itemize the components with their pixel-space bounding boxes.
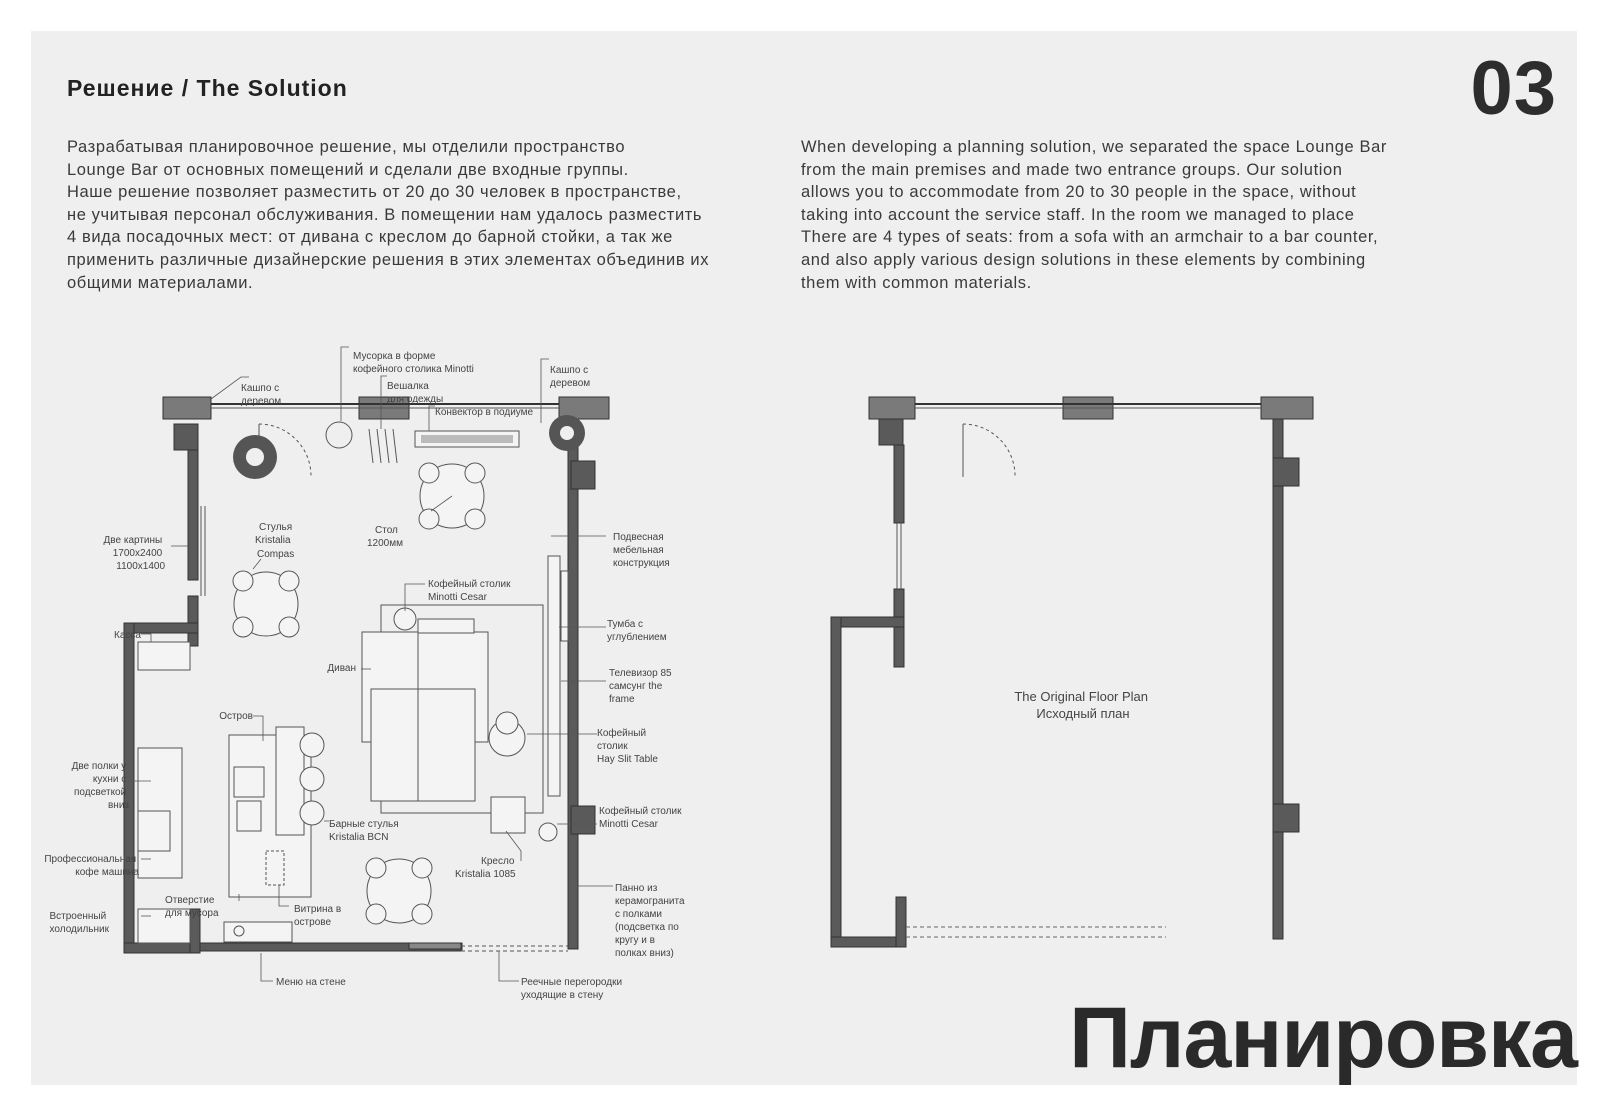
annotation-waste-hole: Отверстие для мусора (165, 895, 219, 919)
annotation-table: Стол 1200мм (367, 525, 403, 549)
page-number: 03 (1470, 46, 1557, 131)
annotation-vitrine: Витрина в острове (294, 904, 342, 928)
annotation-trash: Мусорка в форме кофейного столика Minotti (353, 351, 474, 375)
annotation-bar-stools: Барные стулья Kristalia BCN (329, 819, 399, 843)
annotation-cabinet: Тумба с углублением (607, 619, 667, 643)
annotation-partitions: Реечные перегородки уходящие в стену (521, 977, 623, 1001)
description-en: When developing a planning solution, we separated the space Lounge Bar from the main premises and made two entrance groups. Our solution allows you to accommodate from 20 to 30 people in the space, without taking into account the service staff. In the room we managed to place There are 4 types of seats: from a sofa with an armchair to a bar counter, and also apply various design solutions in these elements by combining them with common materials. (801, 138, 1387, 292)
annotation-island: Остров (219, 711, 253, 722)
annotation-menu: Меню на стене (276, 977, 346, 988)
original-floor-plan (791, 361, 1391, 981)
sheet (31, 31, 1577, 1085)
annotation-hanging-structure: Подвесная мебельная конструкция (613, 532, 670, 569)
wall-pier (163, 397, 211, 419)
annotation-convector: Конвектор в подиуме (435, 407, 534, 418)
annotation-tv: Телевизор 85 самсунг the frame (609, 668, 672, 705)
annotation-hanger: Вешалка для одежды (387, 381, 444, 405)
wall-pier (869, 397, 915, 419)
big-title: Планировка (1069, 990, 1577, 1086)
description-ru: Разрабатывая планировочное решение, мы отделили пространство Lounge Bar от основных помещений и сделали две входные группы. Наше решение позволяет разместить от 20 до 30 человек в пространстве, не учитывая персонал обслуживания. В помещении нам удалось разместить 4 вида посадочных мест: от дивана с креслом до барной стойки, а так же применить различные дизайнерские решения в этих элементах объединив их общими материалами. (67, 138, 710, 292)
annotation-shelves: Две полки у кухни с подсветкой вниз (71, 761, 129, 811)
annotation-pictures: Две картины 1700х2400 1100х1400 (103, 535, 165, 572)
wall-right (568, 419, 578, 949)
proposed-floor-plan (31, 311, 731, 1011)
annotation-panel: Панно из керамогранита с полками (подсветка по кругу и в полках вниз) (615, 883, 685, 959)
annotation-coffee-table-top: Кофейный столик Minotti Cesar (428, 579, 511, 603)
annotation-cashier: Касса (114, 630, 141, 641)
annotation-planter-right: Кашпо с деревом (550, 365, 591, 389)
annotation-armchair: Кресло Kristalia 1085 (455, 856, 516, 880)
wall-pier (1261, 397, 1313, 419)
annotation-fridge: Встроенный холодильник (49, 911, 109, 935)
original-plan-label: The Original Floor Plan Исходный план (1014, 689, 1149, 721)
annotation-coffee-table-hay: Кофейный столик Hay Slit Table (597, 728, 658, 765)
annotation-sofa: Диван (327, 663, 356, 674)
annotation-chairs: Стулья Kristalia Compas (255, 522, 295, 560)
annotation-coffee-machine: Профессиональная кофе машина (44, 854, 139, 878)
section-title: Решение / The Solution (67, 75, 348, 101)
annotation-planter-left: Кашпо с деревом (241, 383, 282, 407)
annotation-coffee-table-bottom: Кофейный столик Minotti Cesar (599, 806, 682, 830)
